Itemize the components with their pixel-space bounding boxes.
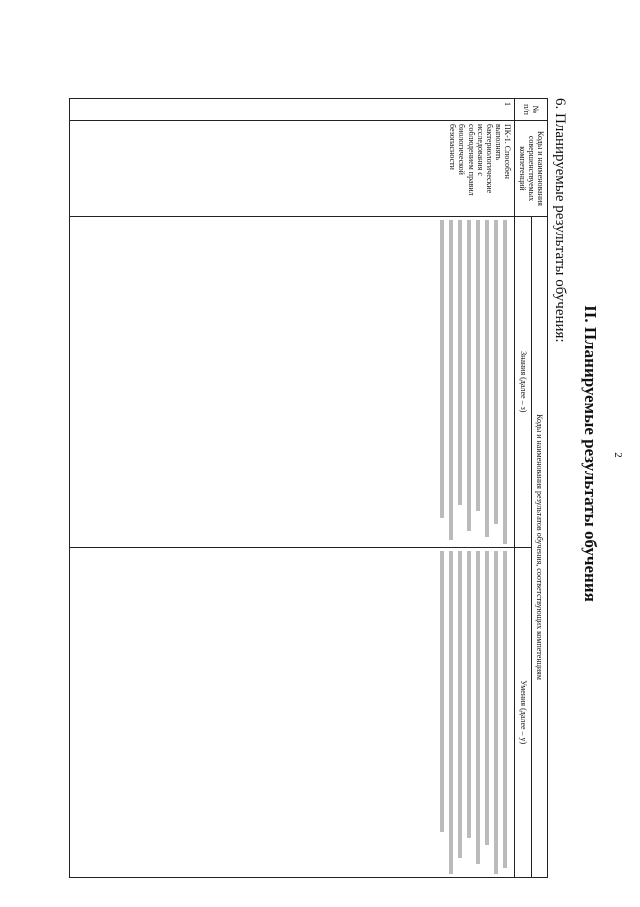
header-competency: Коды и наименования совершенствуемых компетенций [515,121,548,217]
header-number: № п/п [515,99,548,121]
text-line-placeholder [458,551,462,858]
text-line-placeholder [476,220,480,511]
text-line-placeholder [458,220,462,505]
text-line-placeholder [494,551,498,875]
header-results-group: Коды и наименования результатов обучения, соответствующих компетенциям [531,217,547,878]
page-number: 2 [612,452,624,458]
results-table [69,98,548,878]
text-line-placeholder [440,220,444,518]
row-number: 1 [70,99,515,121]
text-line-placeholder [449,551,453,875]
subsection-title: 6. Планируемые результаты обучения: [552,98,568,343]
header-knowledge: Знания (далее – з) [515,217,531,548]
text-line-placeholder [440,551,444,832]
text-line-placeholder [485,551,489,845]
text-line-placeholder [467,551,471,839]
text-line-placeholder [494,220,498,524]
text-line-placeholder [467,220,471,531]
section-title: II. Планируемые результаты обучения [581,305,600,602]
text-line-placeholder [485,220,489,537]
text-line-placeholder [449,220,453,540]
skills-cell [70,547,515,878]
knowledge-cell [70,217,515,548]
text-line-placeholder [503,551,507,868]
text-line-placeholder [476,551,480,865]
text-line-placeholder [503,220,507,544]
row-competency: ПК-1. Способен выполнять бактериологические исследования с соблюдением правил биологической безопасности [70,121,515,217]
table-header-row [531,99,547,878]
header-skills: Умения (далее – у) [515,547,531,878]
table-row [70,99,515,878]
